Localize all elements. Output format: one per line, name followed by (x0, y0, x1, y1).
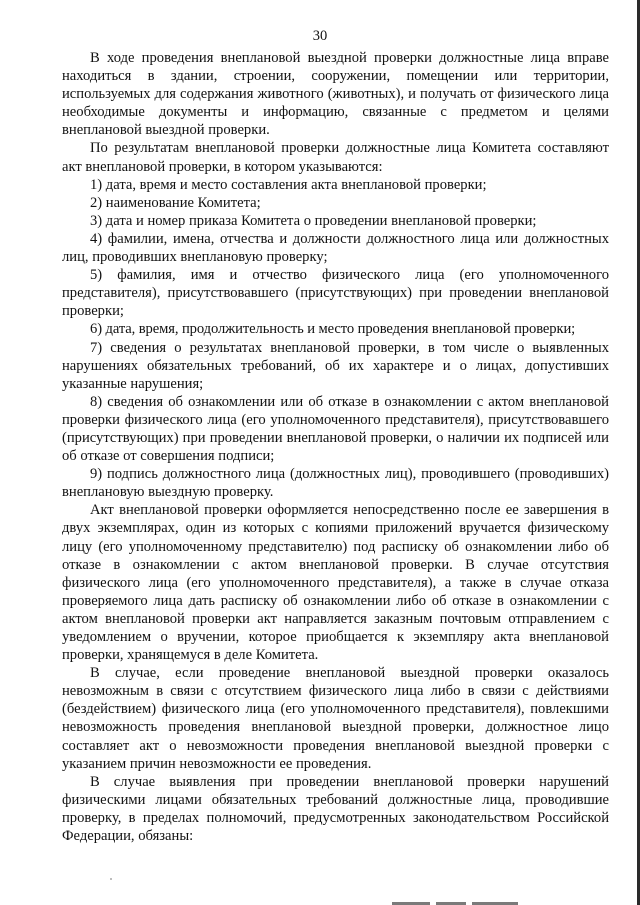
page-number: 30 (312, 28, 328, 44)
list-item-5: 5) фамилия, имя и отчество физического лица (его уполномоченного представителя), присутствовавшего (присутствующих) при проведении внеплановой проверки; (62, 267, 609, 320)
list-item-1: 1) дата, время и место составления акта внеплановой проверки; (90, 176, 487, 193)
paragraph-impossibility: В случае, если проведение внеплановой выездной проверки оказалось невозможным в связи с отсутствием физического лица либо в связи с действиями (бездействием) физического лица (его уполномоченного представителя), повлекшими невозможность проведения внеплановой выездной проверки, должностное лицо составляет акт о невозможности проведения внеплановой выездной проверки с указанием причин невозможности ее проведения. (62, 665, 609, 772)
paragraph-act-intro: По результатам внеплановой проверки должностные лица Комитета составляют акт внеплановой проверки, в котором указываются: (62, 140, 609, 175)
list-item-7: 7) сведения о результатах внеплановой проверки, в том числе о выявленных нарушениях обязательных требований, об их характере и о лицах, допустивших указанные нарушения; (62, 339, 609, 392)
list-item-3: 3) дата и номер приказа Комитета о проведении внеплановой проверки; (90, 212, 537, 229)
list-item-9: 9) подпись должностного лица (должностных лиц), проводившего (проводивших) внеплановую выездную проверку. (62, 466, 609, 501)
paragraph-act-delivery: Акт внеплановой проверки оформляется непосредственно после ее завершения в двух экземплярах, один из которых с копиями приложений вручается физическому лицу (его уполномоченному представителю) под расписку об ознакомлении либо об отказе в ознакомлении с актом внеплановой проверки. В случае отсутствия физического лица (его уполномоченного представителя), а также в случае отказа проверяемого лица дать расписку об ознакомлении либо об отказе в ознакомлении с актом внеплановой проверки акт направляется заказным почтовым отправлением с уведомлением о вручении, которое приобщается к экземпляру акта внеплановой проверки, хранящемуся в деле Комитета. (62, 502, 609, 664)
list-item-2: 2) наименование Комитета; (90, 194, 261, 211)
list-item-4: 4) фамилии, имена, отчества и должности должностного лица или должностных лиц, проводивших внеплановую проверку; (62, 230, 609, 266)
list-item-8: 8) сведения об ознакомлении или об отказе в ознакомлении с актом внеплановой проверки физического лица (его уполномоченного представителя), присутствовавшего (присутствующих) при проведении внеплановой проверки, о наличии их подписей или об отказе от совершения подписи; (62, 393, 609, 465)
scan-bottom-marks (392, 897, 522, 905)
scan-speck (110, 878, 112, 880)
document-body (62, 49, 609, 845)
list-item-6: 6) дата, время, продолжительность и место проведения внеплановой проверки; (90, 321, 576, 338)
paragraph-inspection-rights: В ходе проведения внеплановой выездной проверки должностные лица вправе находиться в здании, строении, сооружении, помещении или территории, используемых для содержания животного (животных), и получать от физического лица необходимые документы и информацию, связанные с предметом и целями внеплановой выездной проверки. (62, 50, 609, 139)
paragraph-violations: В случае выявления при проведении внеплановой проверки нарушений физическими лицами обязательных требований должностные лица, проводившие проверку, в пределах полномочий, предусмотренных законодательством Российской Федерации, обязаны: (62, 773, 609, 845)
